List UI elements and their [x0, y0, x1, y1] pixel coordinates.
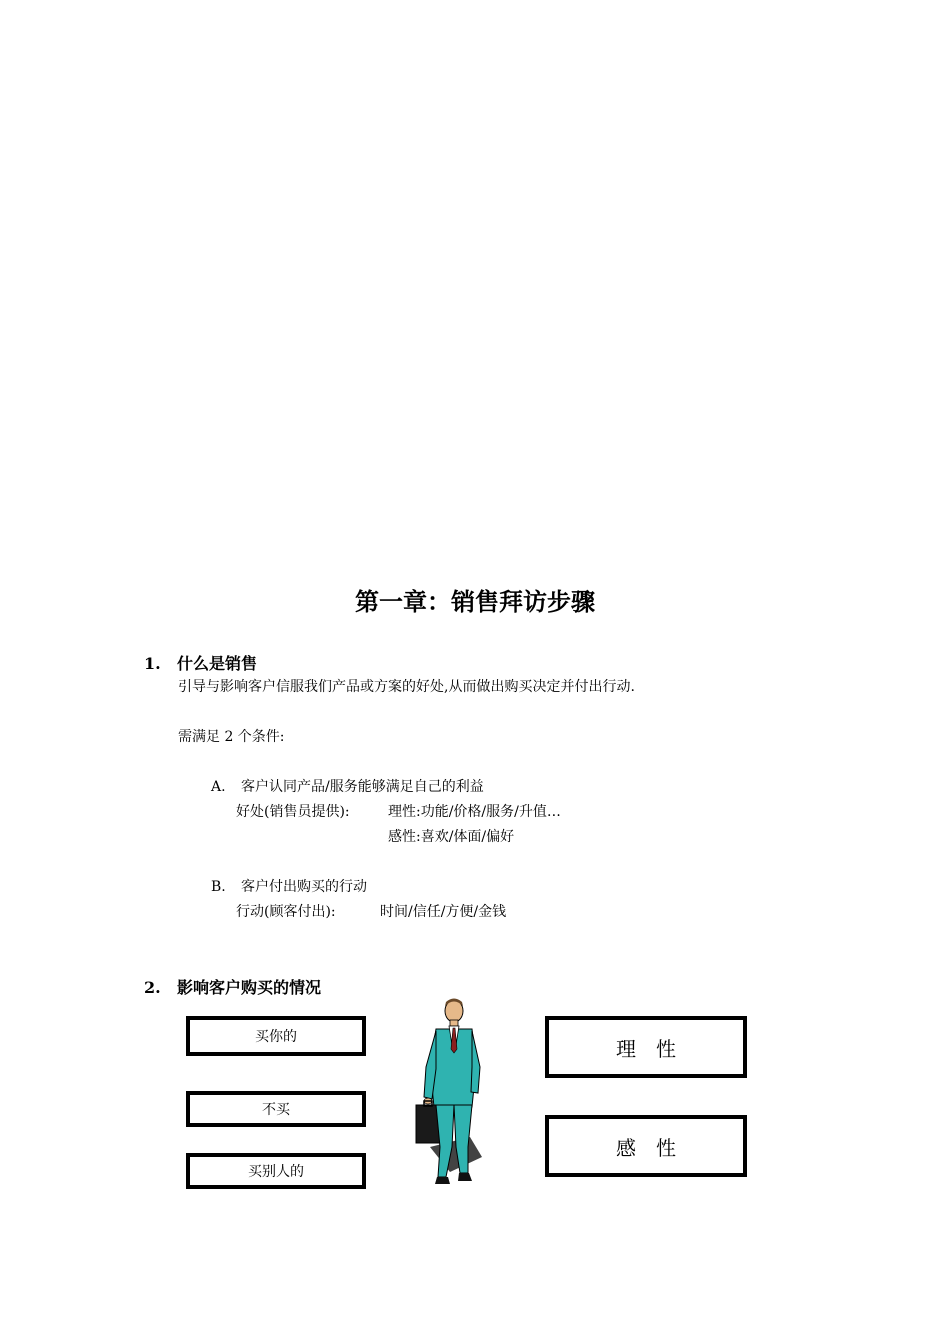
section-2-number: 2.	[144, 978, 161, 997]
condition-a	[211, 776, 484, 796]
box-emotional: 感 性	[545, 1115, 747, 1177]
condition-a-text: 客户认同产品/服务能够满足自己的利益	[241, 779, 484, 795]
condition-b-text: 客户付出购买的行动	[241, 879, 367, 895]
box-rational: 理 性	[545, 1016, 747, 1078]
section-1-number: 1.	[144, 654, 161, 673]
condition-a-label: A.	[211, 779, 226, 795]
benefit-emotional: 感性:喜欢/体面/偏好	[388, 829, 515, 845]
chapter-title: 第一章：销售拜访步骤	[355, 588, 595, 616]
box-no-buy: 不买	[186, 1091, 366, 1127]
action-label: 行动(顾客付出):	[236, 904, 336, 920]
benefit-label: 好处(销售员提供):	[236, 804, 350, 820]
condition-b-label: B.	[211, 879, 226, 895]
section-2-title: 影响客户购买的情况	[177, 978, 322, 997]
action-items: 时间/信任/方便/金钱	[380, 904, 507, 920]
condition-b	[211, 876, 367, 896]
benefit-rational: 理性:功能/价格/服务/升值…	[388, 804, 561, 820]
section-1-heading	[144, 651, 257, 674]
sales-definition: 引导与影响客户信服我们产品或方案的好处,从而做出购买决定并付出行动.	[178, 679, 635, 695]
conditions-intro: 需满足 2 个条件:	[178, 729, 285, 745]
box-buy-others: 买别人的	[186, 1153, 366, 1189]
businessman-illustration	[410, 997, 490, 1192]
section-1-title: 什么是销售	[177, 654, 258, 673]
box-buy-yours: 买你的	[186, 1016, 366, 1056]
section-2-heading	[144, 975, 321, 998]
